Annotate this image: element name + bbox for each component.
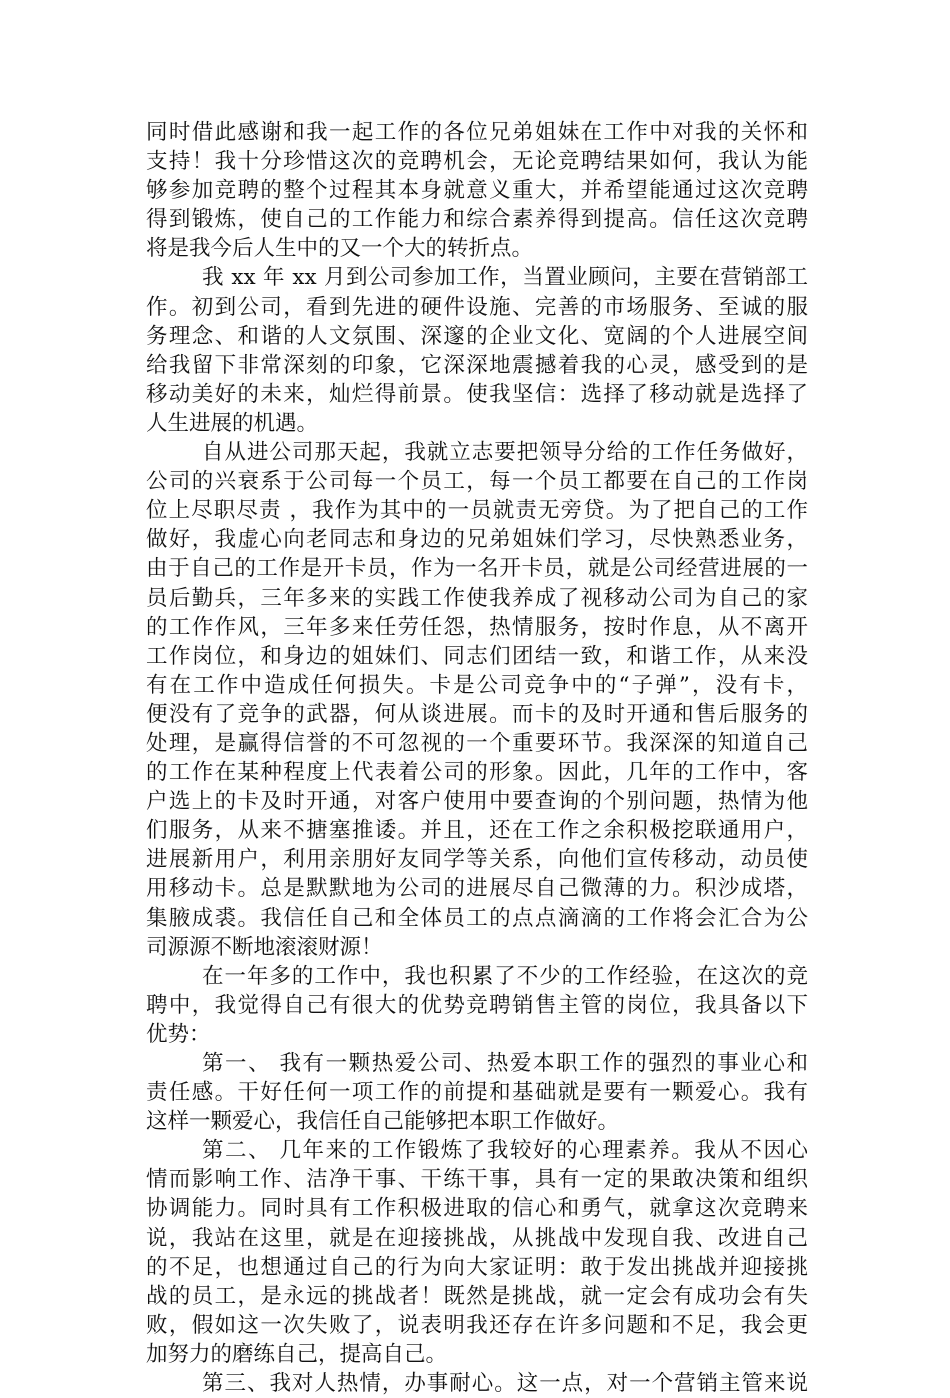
text-line: 的工作作风，三年多来任劳任怨，热情服务，按时作息，从不离开 — [146, 614, 808, 640]
text-line: 公司的兴衰系于公司每一个员工，每一个员工都要在自己的工作岗 — [146, 469, 808, 495]
text-line: 第三、我对人热情，办事耐心。这一点，对一个营销主管来说 — [202, 1371, 808, 1397]
text-line: 的工作在某种程度上代表着公司的形象。因此，几年的工作中，客 — [146, 760, 808, 786]
text-line: 有在工作中造成任何损失。卡是公司竞争中的“子弹”，没有卡， — [146, 672, 808, 698]
text-line: 情而影响工作、洁净干事、干练干事，具有一定的果敢决策和组织 — [146, 1167, 808, 1193]
text-line: 户选上的卡及时开通，对客户使用中要查询的个别问题，热情为他 — [146, 789, 808, 815]
text-line: 工作岗位，和身边的姐妹们、同志们团结一致，和谐工作，从来没 — [146, 643, 808, 669]
text-line: 说，我站在这里，就是在迎接挑战，从挑战中发现自我、改进自己 — [146, 1225, 808, 1251]
text-line: 由于自己的工作是开卡员，作为一名开卡员，就是公司经营进展的一 — [146, 556, 808, 582]
text-line: 第二、 几年来的工作锻炼了我较好的心理素养。我从不因心 — [202, 1138, 808, 1164]
text-line: 我 xx 年 xx 月到公司参加工作，当置业顾问，主要在营销部工 — [202, 265, 808, 291]
text-line: 败，假如这一次失败了，说表明我还存在许多问题和不足，我会更 — [146, 1312, 808, 1338]
text-line: 协调能力。同时具有工作积极进取的信心和勇气，就拿这次竞聘来 — [146, 1196, 808, 1222]
text-line: 得到锻炼，使自己的工作能力和综合素养得到提高。信任这次竞聘 — [146, 207, 808, 233]
text-line: 便没有了竞争的武器，何从谈进展。而卡的及时开通和售后服务的 — [146, 701, 808, 727]
text-line: 在一年多的工作中，我也积累了不少的工作经验，在这次的竞 — [202, 963, 808, 989]
text-line: 够参加竞聘的整个过程其本身就意义重大，并希望能通过这次竞聘 — [146, 178, 808, 204]
text-line: 作。初到公司，看到先进的硬件设施、完善的市场服务、至诚的服 — [146, 294, 808, 320]
text-line: 人生进展的机遇。 — [146, 410, 319, 436]
text-line: 处理，是赢得信誉的不可忽视的一个重要环节。我深深的知道自己 — [146, 730, 808, 756]
body-text — [146, 118, 808, 1398]
text-line: 战的员工，是永远的挑战者！既然是挑战，就一定会有成功会有失 — [146, 1283, 808, 1309]
text-line: 这样一颗爱心，我信任自己能够把本职工作做好。 — [146, 1109, 620, 1135]
text-line: 将是我今后人生中的又一个大的转折点。 — [146, 236, 534, 262]
text-line: 用移动卡。总是默默地为公司的进展尽自己微薄的力。积沙成塔， — [146, 876, 808, 902]
text-line: 移动美好的未来，灿烂得前景。使我坚信：选择了移动就是选择了 — [146, 381, 808, 407]
text-line: 加努力的磨练自己，提高自己。 — [146, 1341, 448, 1367]
text-line: 聘中，我觉得自己有很大的优势竞聘销售主管的岗位，我具备以下 — [146, 992, 808, 1018]
text-line: 自从进公司那天起，我就立志要把领导分给的工作任务做好， — [202, 440, 808, 466]
text-line: 给我留下非常深刻的印象，它深深地震撼着我的心灵，感受到的是 — [146, 352, 808, 378]
text-line: 们服务，从来不搪塞推诿。并且，还在工作之余积极挖联通用户， — [146, 818, 808, 844]
text-line: 做好，我虚心向老同志和身边的兄弟姐妹们学习，尽快熟悉业务， — [146, 527, 808, 553]
text-line: 务理念、和谐的人文氛围、深邃的企业文化、宽阔的个人进展空间 — [146, 323, 808, 349]
text-line: 优势： — [146, 1021, 211, 1047]
text-line: 第一、 我有一颗热爱公司、热爱本职工作的强烈的事业心和 — [202, 1051, 808, 1076]
text-line: 支持！我十分珍惜这次的竞聘机会，无论竞聘结果如何，我认为能 — [146, 149, 808, 175]
text-line: 司源源不断地滚滚财源！ — [146, 934, 383, 960]
text-line: 进展新用户，利用亲朋好友同学等关系，向他们宣传移动，动员使 — [146, 847, 808, 873]
text-line: 集腋成裘。我信任自己和全体员工的点点滴滴的工作将会汇合为公 — [146, 905, 808, 931]
text-line: 的不足，也想通过自己的行为向大家证明：敢于发出挑战并迎接挑 — [146, 1254, 808, 1280]
text-line: 员后勤兵，三年多来的实践工作使我养成了视移动公司为自己的家 — [146, 585, 808, 611]
text-line: 责任感。干好任何一项工作的前提和基础就是要有一颗爱心。我有 — [146, 1080, 808, 1106]
text-line: 同时借此感谢和我一起工作的各位兄弟姐妹在工作中对我的关怀和 — [146, 120, 808, 145]
text-line: 位上尽职尽责 ，我作为其中的一员就责无旁贷。为了把自己的工作 — [146, 498, 808, 524]
